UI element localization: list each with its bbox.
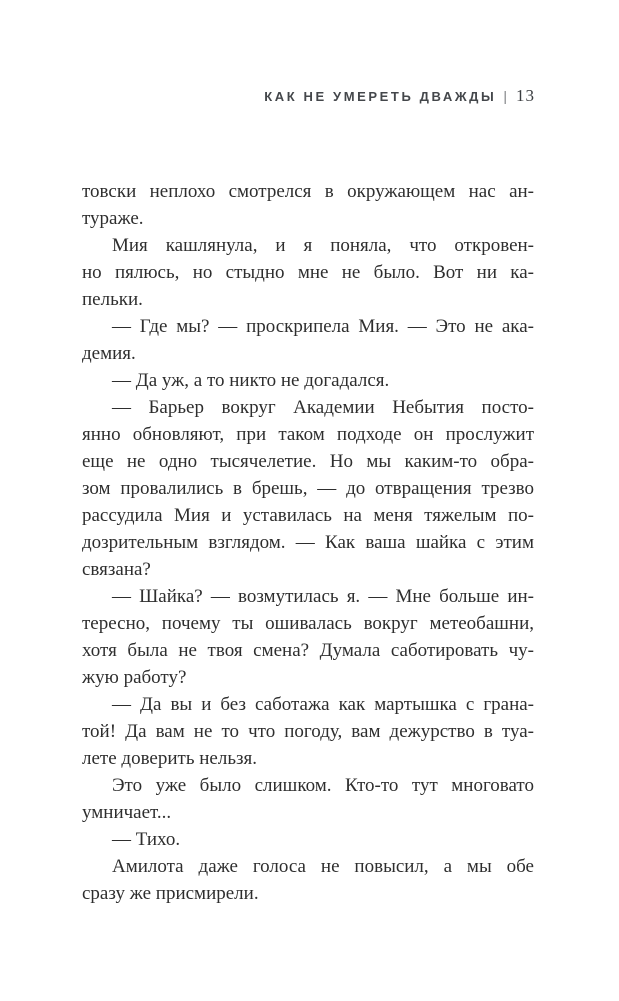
text-line: Амилота даже голоса не повысил, а мы обе (112, 856, 534, 877)
paragraph (82, 691, 534, 772)
text-line: — Барьер вокруг Академии Небытия посто- (112, 397, 534, 418)
text-line: — Шайка? — возмутилась я. — Мне больше ин- (112, 586, 534, 607)
text-line: зом провалились в брешь, — до отвращения трезво (82, 478, 534, 499)
text-line: но пялюсь, но стыдно мне не было. Вот ни ка- (82, 262, 534, 283)
paragraph (82, 178, 534, 232)
text-line: связана? (82, 559, 151, 580)
text-line: тересно, почему ты ошивалась вокруг метеобашни, (82, 613, 534, 634)
text-line: сразу же присмирели. (82, 883, 259, 904)
text-line: той! Да вам не то что погоду, вам дежурство в туа- (82, 721, 534, 742)
paragraph (82, 772, 534, 826)
text-line: янно обновляют, при таком подходе он прослужит (82, 424, 534, 445)
text-line: пельки. (82, 289, 143, 310)
text-line: тураже. (82, 208, 144, 229)
text-line: — Тихо. (112, 829, 181, 850)
text-line: — Да уж, а то никто не догадался. (112, 370, 390, 391)
text-line: — Где мы? — проскрипела Мия. — Это не ака- (112, 316, 534, 337)
text-line: хотя была не твоя смена? Думала саботировать чу- (82, 640, 534, 661)
text-line: рассудила Мия и уставилась на меня тяжелым по- (82, 505, 534, 526)
text-line: товски неплохо смотрелся в окружающем нас ан- (82, 181, 534, 202)
text-line: дозрительным взглядом. — Как ваша шайка с этим (82, 532, 534, 553)
text-line: демия. (82, 343, 136, 364)
paragraph (82, 367, 534, 394)
paragraph (82, 313, 534, 367)
running-title: КАК НЕ УМЕРЕТЬ ДВАЖДЫ (264, 89, 497, 104)
text-line: Это уже было слишком. Кто-то тут многовато (112, 775, 534, 796)
paragraph (82, 583, 534, 691)
text-line: умничает... (82, 802, 172, 823)
running-header (0, 86, 535, 106)
paragraph (82, 826, 534, 853)
page-body (82, 178, 534, 907)
text-line: еще не одно тысячелетие. Но мы каким-то обра- (82, 451, 534, 472)
page-number: 13 (516, 86, 535, 105)
text-line: — Да вы и без саботажа как мартышка с грана- (112, 694, 534, 715)
text-line: жую работу? (82, 667, 187, 688)
paragraph (82, 232, 534, 313)
paragraph (82, 853, 534, 907)
paragraph (82, 394, 534, 583)
header-separator: | (503, 88, 507, 104)
text-line: лете доверить нельзя. (82, 748, 257, 769)
text-line: Мия кашлянула, и я поняла, что откровен- (112, 235, 534, 256)
